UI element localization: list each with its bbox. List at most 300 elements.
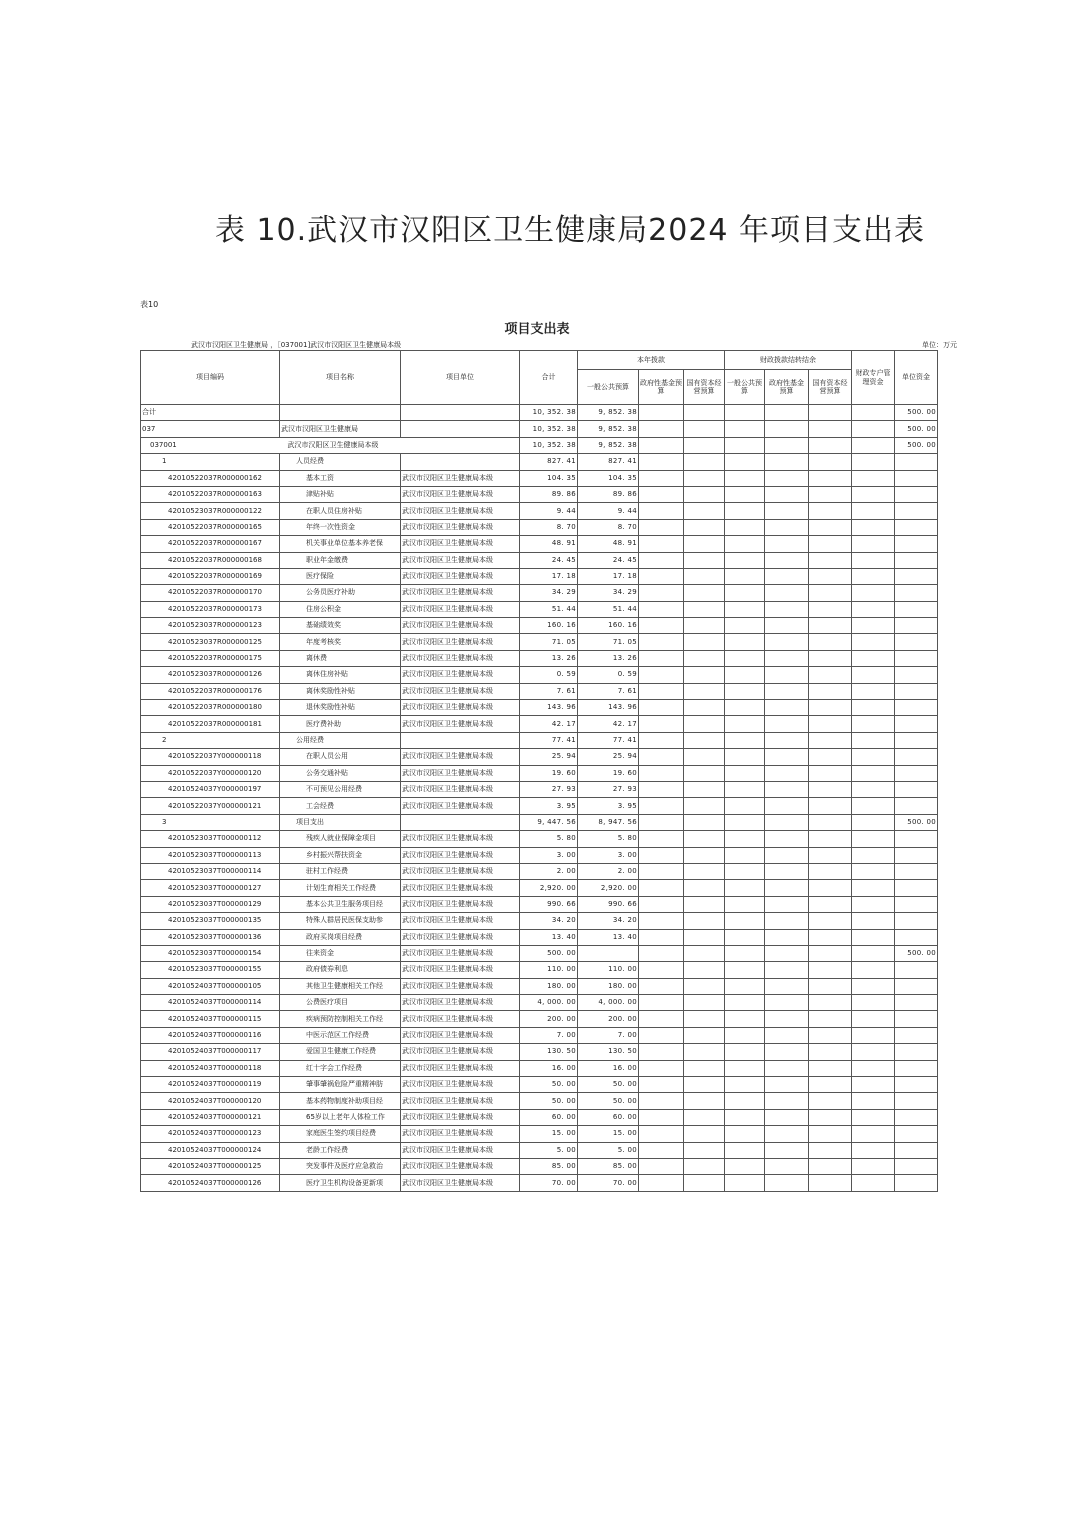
project-unit-cell: 武汉市汉阳区卫生健康局本级 (401, 585, 520, 601)
unit-fund-cell (895, 1175, 938, 1191)
carry-general-cell (725, 405, 765, 421)
unit-fund-cell (895, 1060, 938, 1076)
project-name-cell: 基础绩效奖 (280, 618, 401, 634)
carry-gov-fund-cell (765, 1142, 809, 1158)
total-cell: 71. 05 (520, 634, 578, 650)
carry-gov-fund-cell (765, 945, 809, 961)
carry-gov-fund-cell (765, 962, 809, 978)
general-budget-cell: 2. 00 (578, 863, 639, 879)
special-fund-cell (852, 880, 895, 896)
header-carry-general: 一般公共预算 (725, 370, 765, 405)
gov-fund-cell (639, 1158, 684, 1174)
project-name-cell: 项目支出 (280, 814, 401, 830)
special-fund-cell (852, 1142, 895, 1158)
gov-fund-cell (639, 519, 684, 535)
total-cell: 5. 80 (520, 831, 578, 847)
state-capital-cell (684, 552, 725, 568)
gov-fund-cell (639, 798, 684, 814)
table-row (141, 1060, 938, 1076)
carry-gov-fund-cell (765, 1158, 809, 1174)
total-cell: 24. 45 (520, 552, 578, 568)
project-code-cell: 42010522037Y000000121 (141, 798, 280, 814)
carry-general-cell (725, 995, 765, 1011)
gov-fund-cell (639, 568, 684, 584)
project-code-cell: 42010523037T000000112 (141, 831, 280, 847)
total-cell: 200. 00 (520, 1011, 578, 1027)
table-row (141, 1093, 938, 1109)
project-code-cell: 42010524037T000000105 (141, 978, 280, 994)
carry-state-capital-cell (809, 978, 852, 994)
general-budget-cell: 27. 93 (578, 781, 639, 797)
project-code-cell: 42010523037T000000129 (141, 896, 280, 912)
project-expense-table (140, 350, 938, 1192)
carry-general-cell (725, 962, 765, 978)
table-row (141, 896, 938, 912)
project-code-cell: 42010522037R000000168 (141, 552, 280, 568)
total-cell: 8. 70 (520, 519, 578, 535)
special-fund-cell (852, 1077, 895, 1093)
state-capital-cell (684, 503, 725, 519)
table-row (141, 1077, 938, 1093)
state-capital-cell (684, 978, 725, 994)
gov-fund-cell (639, 683, 684, 699)
total-cell: 10, 352. 38 (520, 405, 578, 421)
carry-gov-fund-cell (765, 618, 809, 634)
unit-fund-cell (895, 667, 938, 683)
project-name-cell: 年终一次性资金 (280, 519, 401, 535)
state-capital-cell (684, 618, 725, 634)
total-cell: 13. 26 (520, 650, 578, 666)
carry-state-capital-cell (809, 814, 852, 830)
project-code-cell: 42010524037T000000124 (141, 1142, 280, 1158)
carry-state-capital-cell (809, 1142, 852, 1158)
state-capital-cell (684, 765, 725, 781)
unit-fund-cell (895, 503, 938, 519)
project-unit-cell: 武汉市汉阳区卫生健康局本级 (401, 896, 520, 912)
gov-fund-cell (639, 1126, 684, 1142)
carry-general-cell (725, 503, 765, 519)
project-code-cell: 42010523037T000000135 (141, 913, 280, 929)
header-code: 项目编码 (141, 351, 280, 405)
carry-gov-fund-cell (765, 1027, 809, 1043)
total-cell: 827. 41 (520, 454, 578, 470)
unit-fund-cell (895, 716, 938, 732)
state-capital-cell (684, 1077, 725, 1093)
project-unit-cell: 武汉市汉阳区卫生健康局本级 (401, 978, 520, 994)
project-code-cell: 42010523037T000000114 (141, 863, 280, 879)
agency-label: 武汉市汉阳区卫生健康局 ，［037001]武汉市汉阳区卫生健康局本级 (191, 341, 402, 349)
carry-gov-fund-cell (765, 503, 809, 519)
unit-fund-cell (895, 995, 938, 1011)
carry-gov-fund-cell (765, 1077, 809, 1093)
project-name-cell: 武汉市汉阳区卫生健康局 (280, 421, 401, 437)
project-name-cell (280, 405, 401, 421)
total-cell: 130. 50 (520, 1044, 578, 1060)
header-carry-state-capital: 国有资本经营预算 (809, 370, 852, 405)
carry-general-cell (725, 1060, 765, 1076)
project-code-cell: 42010523037T000000127 (141, 880, 280, 896)
gov-fund-cell (639, 896, 684, 912)
table-row (141, 863, 938, 879)
special-fund-cell (852, 585, 895, 601)
project-name-cell: 基本药物制度补助项目经 (280, 1093, 401, 1109)
carry-gov-fund-cell (765, 1011, 809, 1027)
gov-fund-cell (639, 618, 684, 634)
table-row (141, 650, 938, 666)
carry-gov-fund-cell (765, 929, 809, 945)
carry-gov-fund-cell (765, 568, 809, 584)
gov-fund-cell (639, 814, 684, 830)
carry-general-cell (725, 552, 765, 568)
carry-general-cell (725, 470, 765, 486)
project-code-cell: 037001 (141, 437, 280, 453)
carry-general-cell (725, 437, 765, 453)
project-unit-cell: 武汉市汉阳区卫生健康局本级 (401, 618, 520, 634)
unit-fund-cell (895, 765, 938, 781)
project-name-cell: 65岁以上老年人体检工作 (280, 1109, 401, 1125)
carry-gov-fund-cell (765, 470, 809, 486)
carry-gov-fund-cell (765, 716, 809, 732)
state-capital-cell (684, 683, 725, 699)
table-row (141, 601, 938, 617)
unit-fund-cell (895, 634, 938, 650)
state-capital-cell (684, 1011, 725, 1027)
carry-general-cell (725, 913, 765, 929)
state-capital-cell (684, 650, 725, 666)
table-meta (140, 340, 957, 350)
table-row (141, 1175, 938, 1191)
unit-fund-cell (895, 929, 938, 945)
unit-fund-cell (895, 1093, 938, 1109)
project-unit-cell: 武汉市汉阳区卫生健康局本级 (401, 519, 520, 535)
project-name-cell: 职业年金缴费 (280, 552, 401, 568)
unit-fund-cell: 500. 00 (895, 945, 938, 961)
unit-fund-cell (895, 618, 938, 634)
special-fund-cell (852, 1027, 895, 1043)
general-budget-cell: 160. 16 (578, 618, 639, 634)
project-unit-cell: 武汉市汉阳区卫生健康局本级 (401, 929, 520, 945)
project-unit-cell: 武汉市汉阳区卫生健康局本级 (401, 1093, 520, 1109)
carry-gov-fund-cell (765, 765, 809, 781)
project-code-cell: 42010523037R000000126 (141, 667, 280, 683)
project-name-cell: 红十字会工作经费 (280, 1060, 401, 1076)
header-special-fund: 财政专户管理资金 (852, 351, 895, 405)
special-fund-cell (852, 798, 895, 814)
table-row (141, 585, 938, 601)
carry-state-capital-cell (809, 929, 852, 945)
total-cell: 7. 00 (520, 1027, 578, 1043)
state-capital-cell (684, 1060, 725, 1076)
project-code-cell: 42010522037R000000167 (141, 536, 280, 552)
special-fund-cell (852, 1060, 895, 1076)
table-row (141, 503, 938, 519)
total-cell: 110. 00 (520, 962, 578, 978)
total-cell: 19. 60 (520, 765, 578, 781)
project-unit-cell: 武汉市汉阳区卫生健康局本级 (401, 1175, 520, 1191)
general-budget-cell: 9. 44 (578, 503, 639, 519)
project-code-cell: 42010522037R000000180 (141, 700, 280, 716)
carry-general-cell (725, 831, 765, 847)
special-fund-cell (852, 929, 895, 945)
general-budget-cell: 51. 44 (578, 601, 639, 617)
total-cell: 500. 00 (520, 945, 578, 961)
project-code-cell: 42010524037T000000117 (141, 1044, 280, 1060)
carry-state-capital-cell (809, 405, 852, 421)
special-fund-cell (852, 781, 895, 797)
general-budget-cell: 60. 00 (578, 1109, 639, 1125)
carry-general-cell (725, 1093, 765, 1109)
general-budget-cell: 4, 000. 00 (578, 995, 639, 1011)
carry-gov-fund-cell (765, 683, 809, 699)
project-code-cell: 42010522037R000000169 (141, 568, 280, 584)
project-name-cell: 驻村工作经费 (280, 863, 401, 879)
header-name: 项目名称 (280, 351, 401, 405)
carry-general-cell (725, 634, 765, 650)
project-unit-cell: 武汉市汉阳区卫生健康局本级 (401, 486, 520, 502)
carry-general-cell (725, 847, 765, 863)
special-fund-cell (852, 536, 895, 552)
state-capital-cell (684, 454, 725, 470)
carry-gov-fund-cell (765, 552, 809, 568)
unit-fund-cell (895, 454, 938, 470)
carry-gov-fund-cell (765, 1126, 809, 1142)
carry-gov-fund-cell (765, 1175, 809, 1191)
project-name-cell: 工会经费 (280, 798, 401, 814)
carry-general-cell (725, 863, 765, 879)
total-cell: 48. 91 (520, 536, 578, 552)
general-budget-cell: 50. 00 (578, 1093, 639, 1109)
state-capital-cell (684, 945, 725, 961)
table-row (141, 814, 938, 830)
table-row (141, 913, 938, 929)
project-name-cell: 离休费 (280, 650, 401, 666)
total-cell: 85. 00 (520, 1158, 578, 1174)
table-number: 表10 (140, 300, 159, 309)
state-capital-cell (684, 962, 725, 978)
unit-fund-cell (895, 601, 938, 617)
unit-fund-cell (895, 536, 938, 552)
carry-gov-fund-cell (765, 798, 809, 814)
project-unit-cell: 武汉市汉阳区卫生健康局本级 (401, 568, 520, 584)
unit-fund-cell: 500. 00 (895, 437, 938, 453)
state-capital-cell (684, 831, 725, 847)
carry-state-capital-cell (809, 831, 852, 847)
project-name-cell: 在职人员公用 (280, 749, 401, 765)
header-gov-fund: 政府性基金预算 (639, 370, 684, 405)
special-fund-cell (852, 470, 895, 486)
general-budget-cell: 5. 80 (578, 831, 639, 847)
table-row (141, 945, 938, 961)
special-fund-cell (852, 863, 895, 879)
gov-fund-cell (639, 1093, 684, 1109)
general-budget-cell: 9, 852. 38 (578, 421, 639, 437)
carry-state-capital-cell (809, 552, 852, 568)
general-budget-cell: 13. 26 (578, 650, 639, 666)
state-capital-cell (684, 421, 725, 437)
gov-fund-cell (639, 486, 684, 502)
project-code-cell: 42010523037T000000113 (141, 847, 280, 863)
project-code-cell: 42010524037T000000115 (141, 1011, 280, 1027)
state-capital-cell (684, 536, 725, 552)
state-capital-cell (684, 405, 725, 421)
gov-fund-cell (639, 978, 684, 994)
carry-general-cell (725, 1027, 765, 1043)
carry-state-capital-cell (809, 437, 852, 453)
state-capital-cell (684, 716, 725, 732)
carry-state-capital-cell (809, 683, 852, 699)
total-cell: 27. 93 (520, 781, 578, 797)
total-cell: 7. 61 (520, 683, 578, 699)
project-unit-cell: 武汉市汉阳区卫生健康局本级 (401, 700, 520, 716)
carry-gov-fund-cell (765, 847, 809, 863)
table-row (141, 1109, 938, 1125)
state-capital-cell (684, 781, 725, 797)
project-name-cell: 计划生育相关工作经费 (280, 880, 401, 896)
general-budget-cell: 85. 00 (578, 1158, 639, 1174)
state-capital-cell (684, 814, 725, 830)
table-row (141, 978, 938, 994)
unit-fund-cell (895, 732, 938, 748)
special-fund-cell (852, 962, 895, 978)
carry-general-cell (725, 945, 765, 961)
project-name-cell: 其他卫生健康相关工作经 (280, 978, 401, 994)
general-budget-cell: 7. 00 (578, 1027, 639, 1043)
project-code-cell: 42010523037R000000122 (141, 503, 280, 519)
total-cell: 13. 40 (520, 929, 578, 945)
carry-gov-fund-cell (765, 863, 809, 879)
general-budget-cell: 9, 852. 38 (578, 437, 639, 453)
carry-state-capital-cell (809, 650, 852, 666)
carry-state-capital-cell (809, 732, 852, 748)
state-capital-cell (684, 749, 725, 765)
project-unit-cell: 武汉市汉阳区卫生健康局本级 (401, 831, 520, 847)
project-code-cell: 037 (141, 421, 280, 437)
state-capital-cell (684, 634, 725, 650)
total-cell: 5. 00 (520, 1142, 578, 1158)
carry-gov-fund-cell (765, 732, 809, 748)
project-unit-cell: 武汉市汉阳区卫生健康局本级 (401, 1044, 520, 1060)
project-code-cell: 42010524037Y000000197 (141, 781, 280, 797)
table-row (141, 421, 938, 437)
gov-fund-cell (639, 847, 684, 863)
project-code-cell: 2 (141, 732, 280, 748)
project-code-cell: 42010522037R000000163 (141, 486, 280, 502)
project-unit-cell: 武汉市汉阳区卫生健康局本级 (401, 1027, 520, 1043)
project-name-cell: 离休奖励性补贴 (280, 683, 401, 699)
unit-fund-cell (895, 749, 938, 765)
carry-state-capital-cell (809, 700, 852, 716)
carry-state-capital-cell (809, 486, 852, 502)
carry-general-cell (725, 667, 765, 683)
table-row (141, 929, 938, 945)
project-code-cell: 42010522037Y000000120 (141, 765, 280, 781)
general-budget-cell: 24. 45 (578, 552, 639, 568)
carry-state-capital-cell (809, 896, 852, 912)
project-unit-cell: 武汉市汉阳区卫生健康局本级 (401, 470, 520, 486)
general-budget-cell: 15. 00 (578, 1126, 639, 1142)
project-unit-cell: 武汉市汉阳区卫生健康局本级 (401, 601, 520, 617)
gov-fund-cell (639, 732, 684, 748)
general-budget-cell: 110. 00 (578, 962, 639, 978)
carry-general-cell (725, 798, 765, 814)
project-code-cell: 42010524037T000000119 (141, 1077, 280, 1093)
general-budget-cell: 130. 50 (578, 1044, 639, 1060)
general-budget-cell: 48. 91 (578, 536, 639, 552)
total-cell: 50. 00 (520, 1077, 578, 1093)
state-capital-cell (684, 1175, 725, 1191)
total-cell: 17. 18 (520, 568, 578, 584)
unit-fund-cell (895, 1027, 938, 1043)
table-title: 项目支出表 (504, 322, 570, 337)
table-row (141, 1126, 938, 1142)
project-name-cell: 在职人员住房补贴 (280, 503, 401, 519)
state-capital-cell (684, 601, 725, 617)
state-capital-cell (684, 880, 725, 896)
carry-general-cell (725, 1142, 765, 1158)
general-budget-cell: 34. 29 (578, 585, 639, 601)
carry-state-capital-cell (809, 995, 852, 1011)
table-row (141, 798, 938, 814)
gov-fund-cell (639, 405, 684, 421)
carry-gov-fund-cell (765, 749, 809, 765)
project-unit-cell: 武汉市汉阳区卫生健康局本级 (401, 1077, 520, 1093)
unit-fund-cell (895, 962, 938, 978)
carry-general-cell (725, 716, 765, 732)
project-name-cell: 残疾人就业保障金项目 (280, 831, 401, 847)
project-unit-cell: 武汉市汉阳区卫生健康局本级 (401, 634, 520, 650)
carry-state-capital-cell (809, 716, 852, 732)
carry-general-cell (725, 781, 765, 797)
special-fund-cell (852, 650, 895, 666)
carry-gov-fund-cell (765, 831, 809, 847)
project-code-cell: 42010524037T000000125 (141, 1158, 280, 1174)
table-row (141, 618, 938, 634)
state-capital-cell (684, 700, 725, 716)
special-fund-cell (852, 683, 895, 699)
table-row (141, 486, 938, 502)
header-group-current: 本年拨款 (578, 351, 725, 370)
gov-fund-cell (639, 1011, 684, 1027)
header-general: 一般公共预算 (578, 370, 639, 405)
table-row (141, 831, 938, 847)
total-cell: 34. 29 (520, 585, 578, 601)
project-unit-cell: 武汉市汉阳区卫生健康局本级 (401, 945, 520, 961)
carry-state-capital-cell (809, 1027, 852, 1043)
project-unit-cell: 武汉市汉阳区卫生健康局本级 (401, 847, 520, 863)
carry-state-capital-cell (809, 1093, 852, 1109)
special-fund-cell (852, 995, 895, 1011)
table-row (141, 1011, 938, 1027)
unit-fund-cell (895, 913, 938, 929)
unit-fund-cell (895, 650, 938, 666)
project-name-cell: 公费医疗项目 (280, 995, 401, 1011)
state-capital-cell (684, 585, 725, 601)
project-code-cell: 42010522037R000000176 (141, 683, 280, 699)
carry-state-capital-cell (809, 454, 852, 470)
general-budget-cell: 200. 00 (578, 1011, 639, 1027)
carry-gov-fund-cell (765, 585, 809, 601)
carry-gov-fund-cell (765, 421, 809, 437)
header-unit: 项目单位 (401, 351, 520, 405)
gov-fund-cell (639, 700, 684, 716)
carry-gov-fund-cell (765, 601, 809, 617)
unit-fund-cell (895, 1109, 938, 1125)
general-budget-cell: 25. 94 (578, 749, 639, 765)
table-row (141, 1027, 938, 1043)
total-cell: 77. 41 (520, 732, 578, 748)
state-capital-cell (684, 798, 725, 814)
unit-fund-cell: 500. 00 (895, 405, 938, 421)
